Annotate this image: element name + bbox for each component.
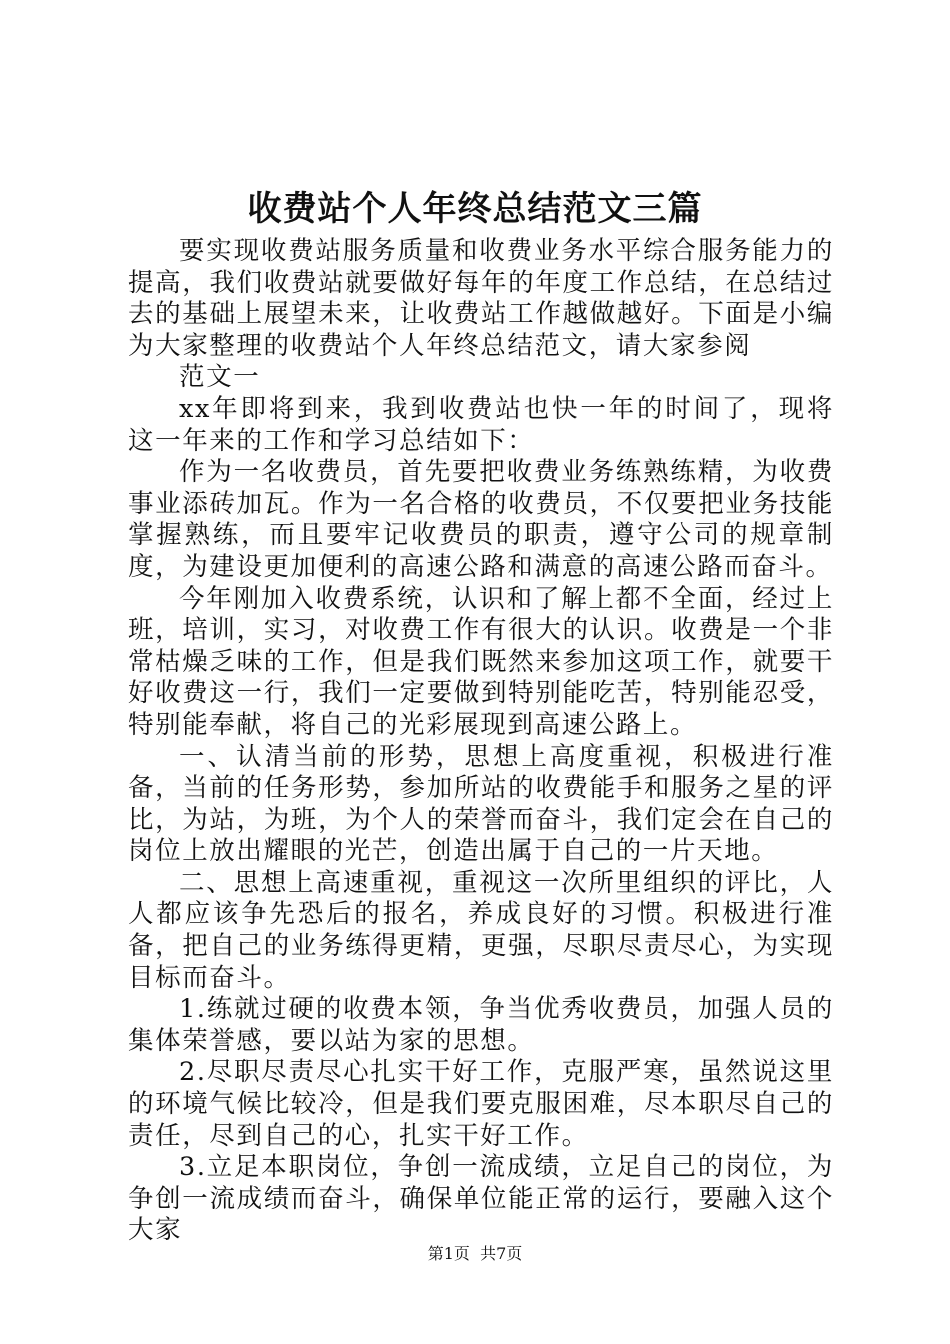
total-pages: 共7页 <box>480 1244 523 1263</box>
document-body <box>128 236 834 1247</box>
list-item: 2.尽职尽责尽心扎实干好工作，克服严寒，虽然说这里的环境气候比较冷，但是我们要克服困难，尽本职尽自己的责任，尽到自己的心，扎实干好工作。 <box>128 1057 834 1151</box>
section-heading: 范文一 <box>179 362 261 393</box>
page-footer <box>0 1243 950 1265</box>
paragraph: 作为一名收费员，首先要把收费业务练熟练精，为收费事业添砖加瓦。作为一名合格的收费员，不仅要把业务技能掌握熟练，而且要牢记收费员的职责，遵守公司的规章制度，为建设更加便利的高速公路和满意的高速公路而奋斗。 <box>128 457 834 582</box>
paragraph: xx年即将到来，我到收费站也快一年的时间了，现将这一年来的工作和学习总结如下： <box>128 393 834 456</box>
paragraph: 要实现收费站服务质量和收费业务水平综合服务能力的提高，我们收费站就要做好每年的年度工作总结，在总结过去的基础上展望未来，让收费站工作越做越好。下面是小编为大家整理的收费站个人年终总结范文，请大家参阅 <box>128 236 834 361</box>
list-item: 1.练就过硬的收费本领，争当优秀收费员，加强人员的集体荣誉感，要以站为家的思想。 <box>128 994 834 1056</box>
paragraph: 二、思想上高速重视，重视这一次所里组织的评比，人人都应该争先恐后的报名，养成良好的习惯。积极进行准备，把自己的业务练得更精，更强，尽职尽责尽心，为实现目标而奋斗。 <box>128 867 834 993</box>
list-item: 3.立足本职岗位，争创一流成绩，立足自己的岗位，为争创一流成绩而奋斗，确保单位能正常的运行，要融入这个大家 <box>128 1152 834 1246</box>
paragraph: 今年刚加入收费系统，认识和了解上都不全面，经过上班，培训，实习，对收费工作有很大的认识。收费是一个非常枯燥乏味的工作，但是我们既然来参加这项工作，就要干好收费这一行，我们一定要做到特别能吃苦，特别能忍受，特别能奉献，将自己的光彩展现到高速公路上。 <box>128 583 834 740</box>
document-title: 收费站个人年终总结范文三篇 <box>247 189 703 229</box>
paragraph: 一、认清当前的形势，思想上高度重视，积极进行准备，当前的任务形势，参加所站的收费能手和服务之星的评比，为站，为班，为个人的荣誉而奋斗，我们定会在自己的岗位上放出耀眼的光芒，创造出属于自己的一片天地。 <box>128 741 834 867</box>
page-number: 第1页 <box>427 1244 470 1263</box>
